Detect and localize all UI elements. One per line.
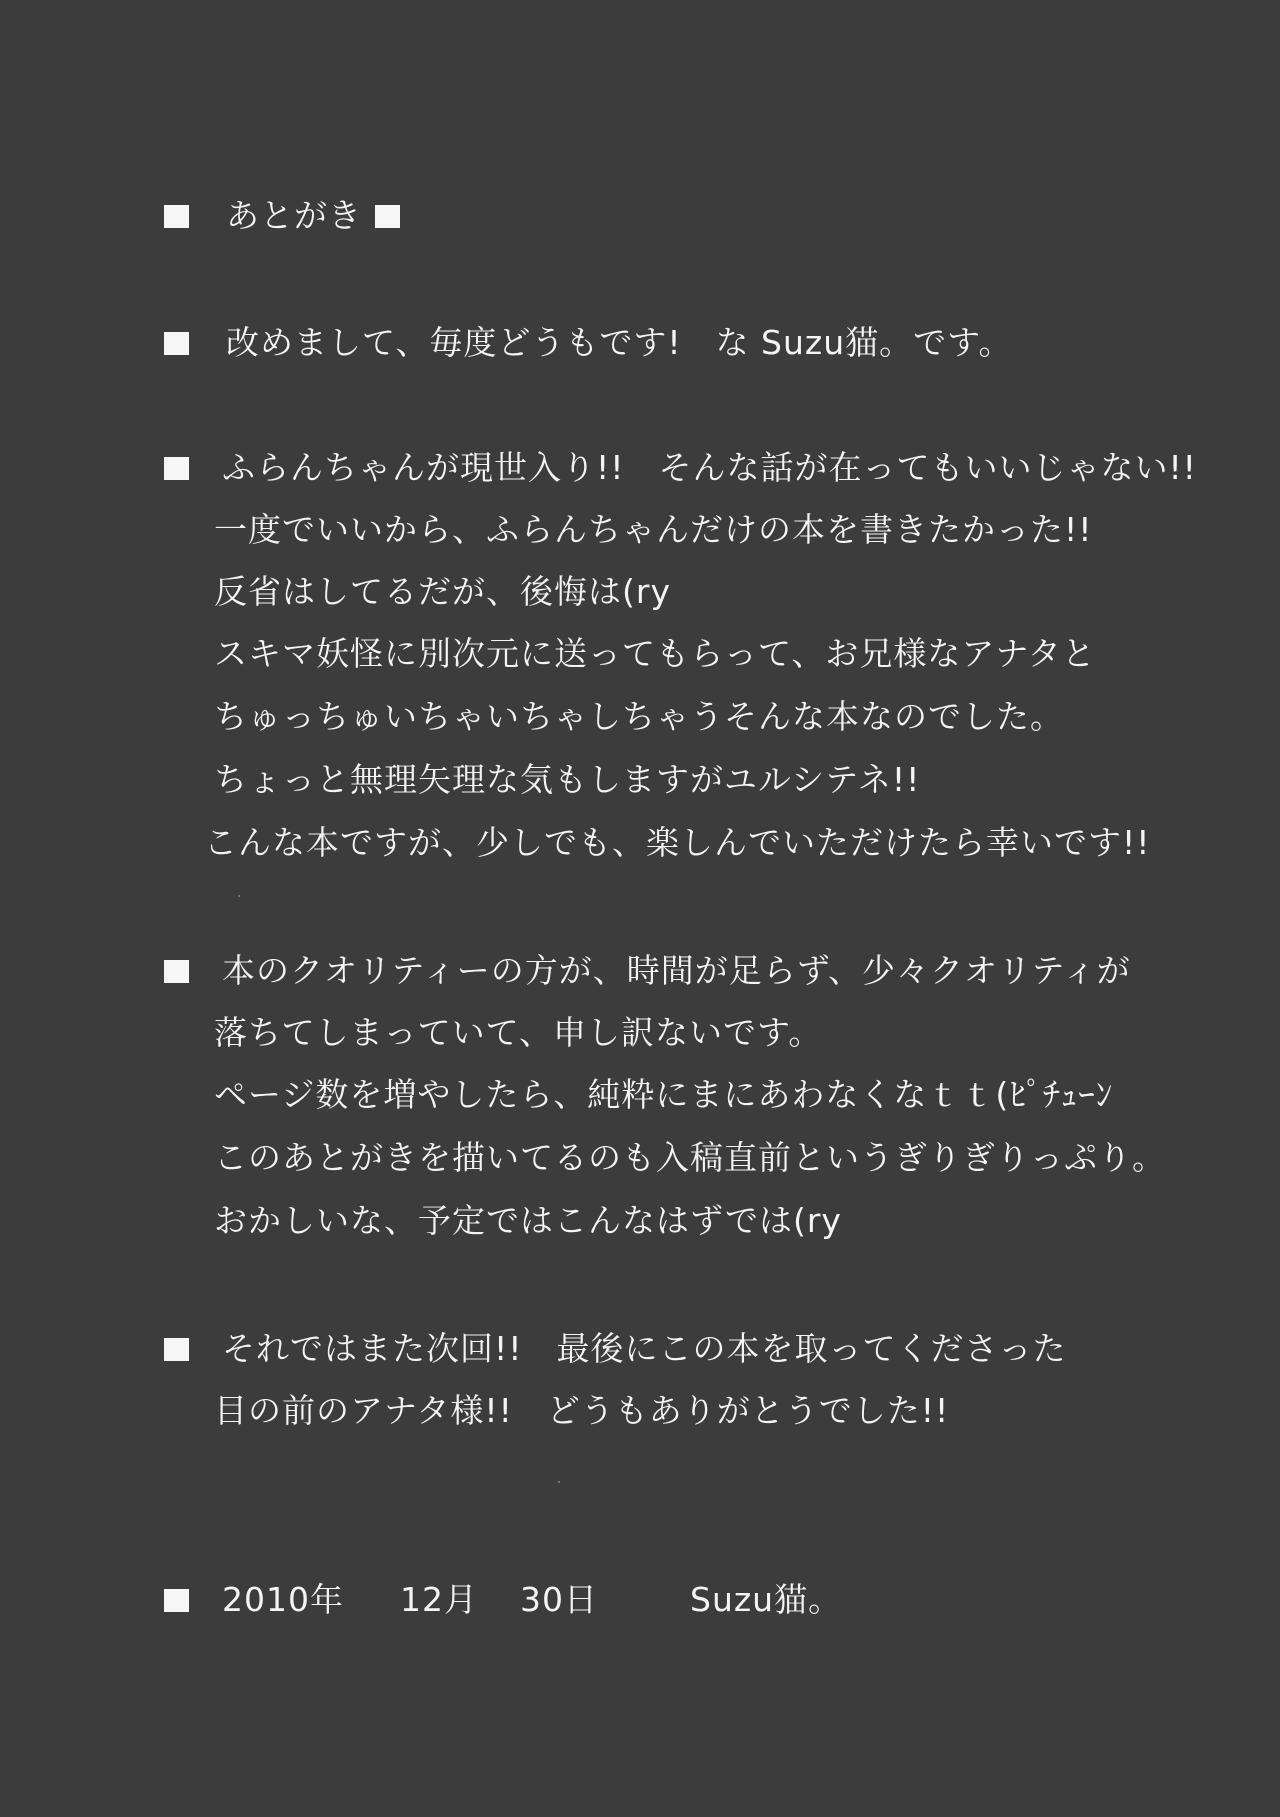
section2-line: このあとがきを描いてるのも入稿直前というぎりぎりっぷり。 — [214, 1138, 1166, 1177]
page-title: あとがき — [226, 196, 362, 235]
intro-line: 改めまして、毎度どうもです! な Suzu猫。です。 — [226, 323, 1013, 362]
section3-line: それではまた次回!! 最後にこの本を取ってくださった — [222, 1329, 1067, 1368]
section2-line: ページ数を増やしたら、純粋にまにあわなくなｔｔ(ﾋﾟﾁｭｰﾝ — [214, 1075, 1114, 1114]
section1-line: ふらんちゃんが現世入り!! そんな話が在ってもいいじゃない!! — [222, 448, 1197, 487]
signature-month: 12月 — [400, 1580, 478, 1619]
section1-line: こんな本ですが、少しでも、楽しんでいただけたら幸いです!! — [204, 823, 1151, 862]
section1-line: ちゅっちゅいちゃいちゃしちゃうそんな本なのでした。 — [214, 697, 1064, 736]
section3-line: 目の前のアナタ様!! どうもありがとうでした!! — [214, 1391, 950, 1430]
section3-bullet — [164, 1338, 189, 1361]
section2-line: 本のクオリティーの方が、時間が足らず、少々クオリティが — [222, 951, 1131, 990]
heading-bullet-left — [164, 205, 189, 228]
section1-line: 反省はしてるだが、後悔は(ry — [214, 572, 671, 611]
intro-bullet — [164, 332, 189, 355]
section1-bullet — [164, 457, 189, 480]
section1-line: 一度でいいから、ふらんちゃんだけの本を書きたかった!! — [214, 510, 1093, 549]
signature-day: 30日 — [520, 1580, 598, 1619]
section2-line: 落ちてしまっていて、申し訳ないです。 — [214, 1013, 823, 1052]
heading-bullet-right — [375, 205, 400, 228]
section2-bullet — [164, 960, 189, 983]
section1-line: ちょっと無理矢理な気もしますがユルシテネ!! — [214, 760, 921, 799]
signature-author: Suzu猫。 — [690, 1580, 843, 1619]
signature-bullet — [164, 1589, 189, 1612]
section1-line: スキマ妖怪に別次元に送ってもらって、お兄様なアナタと — [214, 634, 1096, 673]
print-speck — [558, 1481, 560, 1483]
signature-year: 2010年 — [222, 1580, 344, 1619]
section2-line: おかしいな、予定ではこんなはずでは(ry — [214, 1201, 842, 1240]
print-speck — [238, 895, 240, 897]
